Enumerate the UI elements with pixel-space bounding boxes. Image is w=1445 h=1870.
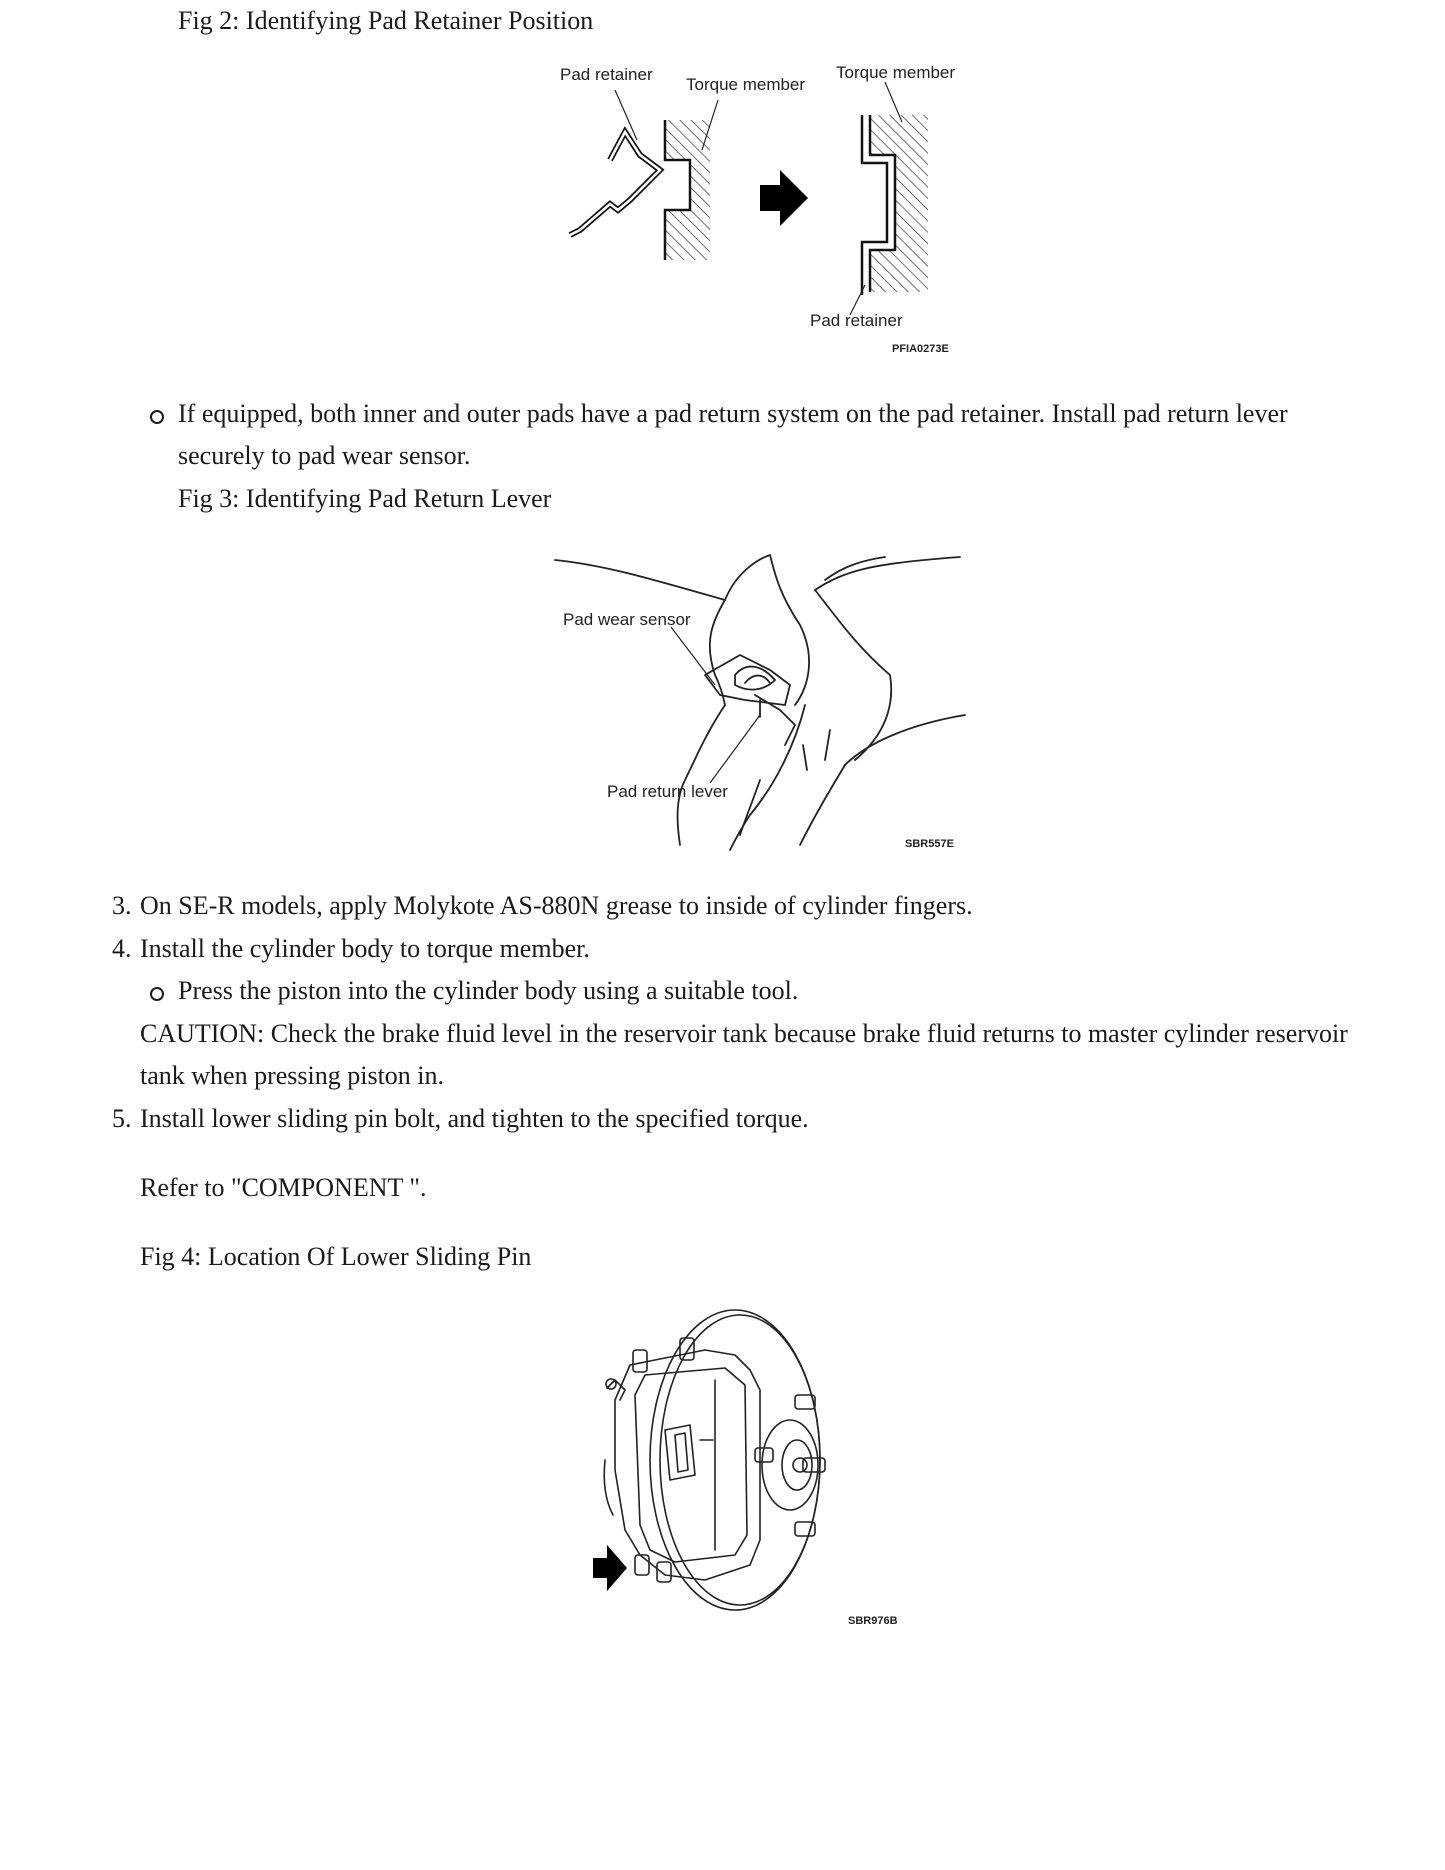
step4-number: 4. [112, 934, 132, 963]
fig2-label-torque-member-right: Torque member [836, 63, 956, 82]
fig2-label-pad-retainer-left: Pad retainer [560, 65, 653, 84]
fig2-code: PFIA0273E [892, 343, 949, 355]
fig2-pad-retainer-diagram [540, 60, 980, 370]
caution-text: CAUTION: Check the brake fluid level in the reservoir tank because brake fluid returns to master cylinder reservoir tank when pressing piston in. [140, 1019, 1348, 1090]
fig2-caption: Fig 2: Identifying Pad Retainer Position [178, 6, 594, 35]
pad-retainer-shape-left [570, 132, 660, 235]
torque-member-shape-right [862, 115, 928, 295]
fig2-label-torque-member-left: Torque member [686, 75, 806, 94]
refer-text: Refer to "COMPONENT ". [140, 1173, 427, 1202]
torque-member-shape-left [665, 120, 710, 260]
fig3-pad-return-lever-diagram [545, 545, 985, 855]
fig3-label-pad-return-lever: Pad return lever [607, 782, 728, 801]
fig3-code: SBR557E [905, 838, 954, 850]
arrow-pointer-icon [593, 1545, 627, 1591]
bullet-marker [150, 987, 164, 1001]
step3-text: On SE-R models, apply Molykote AS-880N grease to inside of cylinder fingers. [140, 891, 973, 920]
bullet-pad-return-text: If equipped, both inner and outer pads have a pad return system on the pad retainer. Install pad return lever securely to pad wear sensor. [178, 399, 1288, 470]
step5-text: Install lower sliding pin bolt, and tighten to the specified torque. [140, 1104, 809, 1133]
fig3-caption: Fig 3: Identifying Pad Return Lever [178, 484, 552, 513]
fig4-code: SBR976B [848, 1615, 898, 1627]
fig2-label-pad-retainer-right: Pad retainer [810, 311, 903, 330]
fig4-caption: Fig 4: Location Of Lower Sliding Pin [140, 1242, 532, 1271]
bullet-marker [150, 410, 164, 424]
fig4-lower-sliding-pin-diagram [585, 1300, 925, 1630]
arrow-right-icon [760, 170, 808, 226]
step4-text: Install the cylinder body to torque member. [140, 934, 590, 963]
fig3-label-pad-wear-sensor: Pad wear sensor [563, 610, 691, 629]
step4-sub-text: Press the piston into the cylinder body using a suitable tool. [178, 976, 799, 1005]
step3-number: 3. [112, 891, 132, 920]
step5-number: 5. [112, 1104, 132, 1133]
